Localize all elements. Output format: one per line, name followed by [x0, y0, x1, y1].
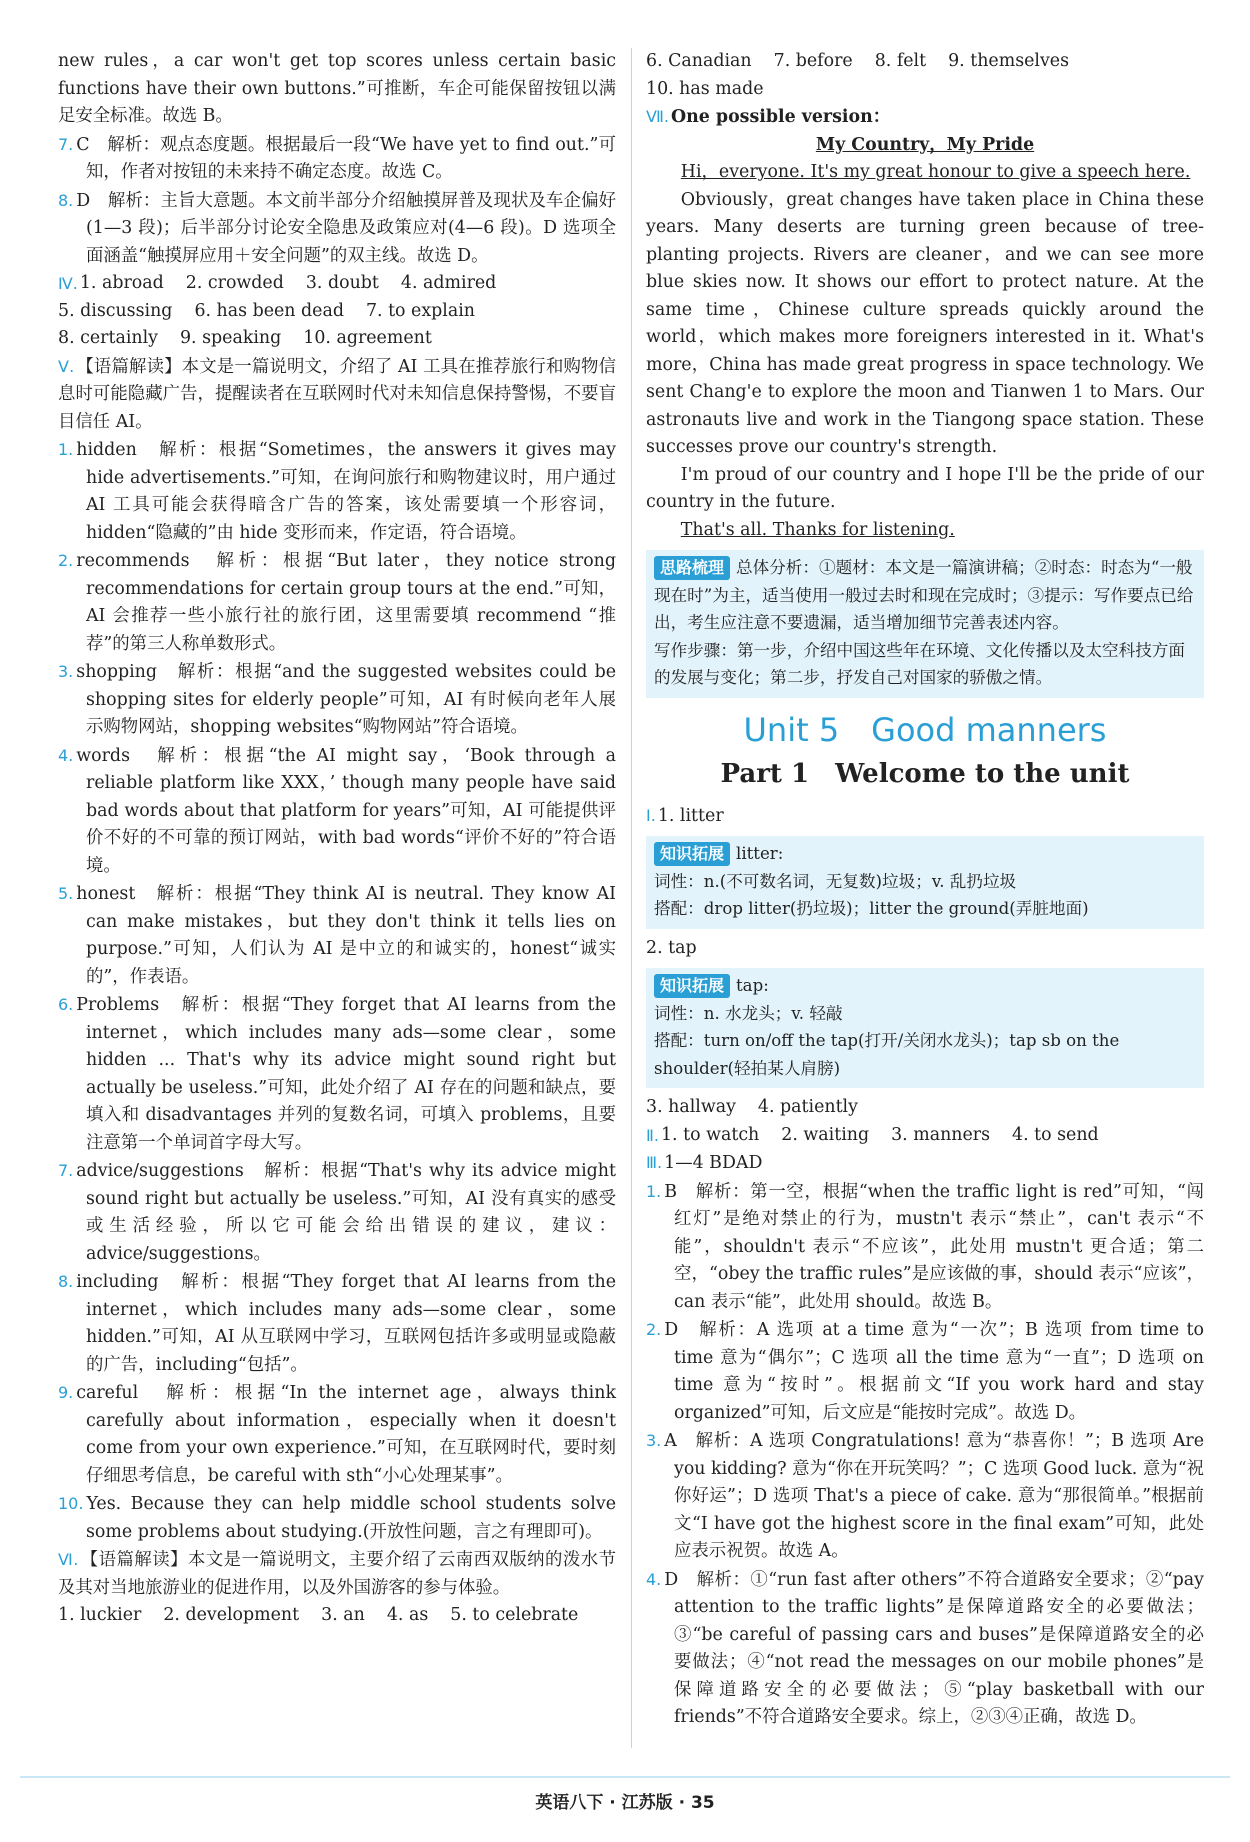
answer-row: 8. certainly 9. speaking 10. agreement: [58, 328, 432, 348]
answer-item: 8. including 解析：根据“They forget that AI learns from the internet，which includes many ads—some clear，some hidden.”可知，AI 从互联网中学习，互联网包括许多或明显或隐蔽的广告，including“包括”。: [58, 1272, 616, 1375]
essay-closing: That's all. Thanks for listening.: [680, 519, 955, 540]
answer-row: 6. Canadian 7. before 8. felt 9. themselves 10. has made: [646, 51, 1070, 99]
thinking-line: 思路梳理 总体分析：①题材：本文是一篇演讲稿；②时态：时态为“一般现在时”为主，适当使用一般过去时和现在完成时；③提示：写作要点已给出，考生应注意不要遗漏，适当增加细节完善表述内容。: [654, 558, 1194, 632]
footer-rule: [20, 1776, 1230, 1778]
thinking-badge: 思路梳理: [654, 556, 730, 580]
part-1-item: Ⅰ. 1. litter: [646, 805, 724, 826]
answer-item: 2. D 解析：A 选项 at a time 意为“一次”；B 选项 from time to time 意为“偶尔”；C 选项 all the time 意为“一直”；D 选项 on time 意为“按时”。根据前文“If you work hard and stay organized”可知，后文应是“能按时完成”。故选 D。: [646, 1320, 1204, 1423]
part-1-item: 2. tap: [646, 937, 697, 958]
answer-item: 2. recommends 解析：根据“But later，they notice strong recommendations for certain group tours at the end.”可知，AI 会推荐一些小旅行社的旅行团，这里需要填 recommend “推荐”的第三人称单数形式。: [58, 551, 616, 654]
answer-row: Ⅳ. 1. abroad 2. crowded 3. doubt 4. admired: [58, 270, 616, 298]
section-6-intro: Ⅵ. 【语篇解读】本文是一篇说明文，主要介绍了云南西双版纳的泼水节及其对当地旅游业的促进作用，以及外国游客的参与体验。: [58, 1550, 616, 1598]
answer-item: 8. D 解析：主旨大意题。本文前半部分介绍触摸屏普及现状及车企偏好(1—3 段)；后半部分讨论安全隐患及政策应对(4—6 段)。D 选项全面涵盖“触摸屏应用＋安全问题”的双主线。故选 D。: [58, 190, 616, 266]
answer-item: 4. D 解析：①“run fast after others”不符合道路安全要求；②“pay attention to the traffic lights”是保障道路安全的必要做法；③“be careful of passing cars and buses”是保障道路安全的必要做法；④“not read the messages on our mobile phones”是保障道路安全的必要做法；⑤“play basketball with our friends”不符合道路安全要求。综上，②③④正确，故选 D。: [646, 1569, 1204, 1727]
knowledge-box: 知识拓展 litter: 词性：n.(不可数名词，无复数)垃圾；v. 乱扔垃圾 搭配：drop litter(扔垃圾)；litter the ground(弄脏地面): [646, 836, 1204, 929]
answer-item: 3. A 解析：A 选项 Congratulations! 意为“恭喜你！”；B 选项 Are you kidding? 意为“你在开玩笑吗？”；C 选项 Good luck. 意为“祝你好运”；D 选项 That's a piece of cake. 意为“那很简单。”根据前文“I have got the highest score in the final exam”可知，此处应表示祝贺。故选 A。: [646, 1431, 1204, 1561]
essay-paragraph: Obviously，great changes have taken place in China these years. Many deserts are turning green because of tree-planting projects. Rivers are cleaner，and we can see more blue skies now. It shows our effort to protect nature. At the same time，Chinese culture spreads quickly around the world，which makes more foreigners interested in it. What's more，China has made great progress in space technology. We sent Chang'e to explore the moon and Tianwen 1 to Mars. Our astronauts live and work in the Tiangong space station. These successes prove our country's strength.: [646, 189, 1204, 457]
answer-row: 1. luckier 2. development 3. an 4. as 5. to celebrate: [58, 1605, 579, 1625]
part-3-answers: Ⅲ. 1—4 BDAD: [646, 1153, 763, 1173]
essay-title: My Country，My Pride: [815, 134, 1035, 155]
answer-row: 5. discussing 6. has been dead 7. to explain: [58, 300, 475, 321]
answer-item: 1. B 解析：第一空，根据“when the traffic light is red”可知，“闯红灯”是绝对禁止的行为，mustn't 表示“禁止”，can't 表示“不能”，shouldn't 表示“不应该”，此处用 mustn't 更合适；第二空，“obey the traffic rules”是应该做的事，should 表示“应该”，can 表示“能”，此处用 should。故选 B。: [646, 1181, 1204, 1312]
answer-row: 3. hallway 4. patiently: [646, 1097, 858, 1117]
part-title: Part 1 Welcome to the unit: [720, 758, 1130, 789]
section-7-heading: Ⅶ. One possible version：: [646, 107, 891, 127]
column-divider: [631, 48, 632, 1748]
answer-item: 3. shopping 解析：根据“and the suggested websites could be shopping sites for elderly people”可知，AI 有时候向老年人展示购物网站，shopping websites“购物网站”符合语境。: [58, 662, 616, 737]
knowledge-badge: 知识拓展: [654, 842, 730, 866]
thinking-line: 写作步骤：第一步，介绍中国这些年在环境、文化传播以及太空科技方面的发展与变化；第二步，抒发自己对国家的骄傲之情。: [654, 640, 1185, 687]
answer-item: 5. honest 解析：根据“They think AI is neutral. They know AI can make mistakes，but they don't think it tells lies on purpose.”可知，人们认为 AI 是中立的和诚实的，honest“诚实的”，作表语。: [58, 884, 616, 987]
answer-item: 10. Yes. Because they can help middle school students solve some problems about studying.(开放性问题，言之有理即可)。: [58, 1494, 616, 1542]
section-4: [58, 270, 616, 353]
section-label: Ⅳ.: [58, 274, 78, 293]
answer-item: 1. hidden 解析：根据“Sometimes，the answers it gives may hide advertisements.”可知，在询问旅行和购物建议时，用户通过 AI 工具可能会获得暗含广告的答案，该处需要填一个形容词，hidden“隐藏的”由 hide 变形而来，作定语，符合语境。: [58, 440, 616, 543]
answer-item: 7. advice/suggestions 解析：根据“That's why its advice might sound right but actually be useless.”可知，AI 没有真实的感受或生活经验，所以它可能会给出错误的建议，建议：advice/suggestions。: [58, 1161, 616, 1264]
answer-item: 4. words 解析：根据“the AI might say，‘Book through a reliable platform like XXX，’ though many people have said bad words about that platform for years”可知，AI 可能提供评价不好的不可靠的预订网站，with bad words“评价不好的”符合语境。: [58, 745, 616, 876]
right-column: [646, 48, 1204, 1732]
section-5-intro: Ⅴ. 【语篇解读】本文是一篇说明文，介绍了 AI 工具在推荐旅行和购物信息时可能隐藏广告，提醒读者在互联网时代对未知信息保持警惕，不要盲目信任 AI。: [58, 356, 616, 432]
answer-item: 7. C 解析：观点态度题。根据最后一段“We have yet to find out.”可知，作者对按钮的未来持不确定态度。故选 C。: [58, 134, 616, 182]
thinking-box: [646, 550, 1204, 698]
knowledge-box: 知识拓展 tap: 词性：n. 水龙头；v. 轻敲 搭配：turn on/off the tap(打开/关闭水龙头)；tap sb on the shoulder(轻拍某人肩膀): [646, 968, 1204, 1088]
text-continuation: new rules，a car won't get top scores unless certain basic functions have their own buttons.”可推断，车企可能保留按钮以满足安全标准。故选 B。: [58, 51, 616, 126]
knowledge-badge: 知识拓展: [654, 974, 730, 998]
answer-item: 6. Problems 解析：根据“They forget that AI learns from the internet，which includes many ads—some clear，some hidden ... That's why its advice might sound right but actually be useless.”可知，此处介绍了 AI 存在的问题和缺点，要填入和 disadvantages 并列的复数名词，可填入 problems，且要注意第一个单词首字母大写。: [58, 995, 616, 1153]
essay-opening: Hi，everyone. It's my great honour to give a speech here.: [680, 162, 1191, 182]
answer-row: Ⅱ. 1. to watch 2. waiting 3. manners 4. to send: [646, 1124, 1099, 1145]
page-footer: 英语八下 · 江苏版 · 35: [535, 1793, 715, 1813]
answer-item: 9. careful 解析：根据“In the internet age，always think carefully about information，especially when it doesn't come from your own experience.”可知，在互联网时代，要时刻仔细思考信息，be careful with sth“小心处理某事”。: [58, 1383, 616, 1486]
essay-paragraph: I'm proud of our country and I hope I'll be the pride of our country in the future.: [646, 464, 1204, 512]
unit-title: Unit 5 Good manners: [743, 710, 1107, 749]
left-column: [58, 48, 616, 1630]
